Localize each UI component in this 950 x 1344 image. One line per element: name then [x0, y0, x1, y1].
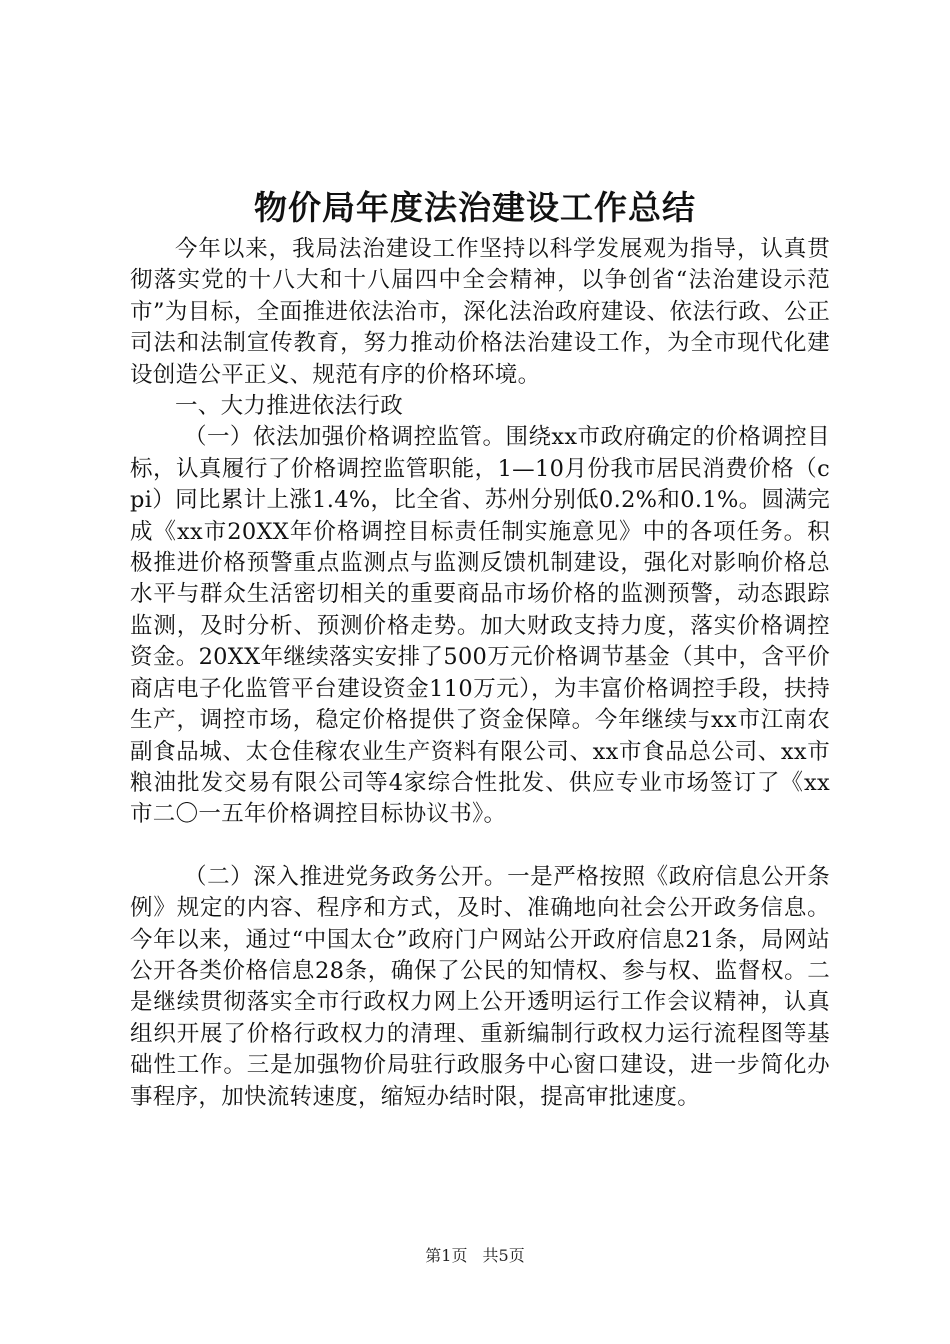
document-title: 物价局年度法治建设工作总结 — [254, 188, 696, 227]
intro-paragraph: 今年以来，我局法治建设工作坚持以科学发展观为指导，认真贯彻落实党的十八大和十八届四中全会精神，以争创省“法治建设示范市”为目标，全面推进依法治市，深化法治政府建设、依法行政、公正司法和法制宣传教育，努力推动价格法治建设工作，为全市现代化建设创造公平正义、规范有序的价格环境。 — [130, 236, 830, 388]
page-number: 第1页 — [425, 1246, 468, 1265]
section-heading: 一、大力推进依法行政 — [175, 393, 404, 420]
subsection-paragraph-1: （一）依法加强价格调控监管。围绕xx市政府确定的价格调控目标，认真履行了价格调控监管职能，1—10月份我市居民消费价格（cpi）同比累计上涨1.4%，比全省、苏州分别低0.2%和0.1%。圆满完成《xx市20XX年价格调控目标责任制实施意见》中的各项任务。积极推进价格预警重点监测点与监测反馈机制建设，强化对影响价格总水平与群众生活密切相关的重要商品市场价格的监测预警，动态跟踪监测，及时分析、预测价格走势。加大财政支持力度，落实价格调控资金。20XX年继续落实安排了500万元价格调节基金（其中，含平价商店电子化监管平台建设资金110万元），为丰富价格调控手段，扶持生产，调控市场，稳定价格提供了资金保障。今年继续与xx市江南农副食品城、太仓佳稼农业生产资料有限公司、xx市食品总公司、xx市粮油批发交易有限公司等4家综合性批发、供应专业市场签订了《xx市二〇一五年价格调控目标协议书》。 — [130, 424, 830, 828]
page-footer — [0, 1245, 950, 1267]
document-body — [130, 234, 830, 1113]
page-total: 共5页 — [482, 1246, 525, 1265]
subsection-paragraph-2: （二）深入推进党务政务公开。一是严格按照《政府信息公开条例》规定的内容、程序和方式，及时、准确地向社会公开政务信息。今年以来，通过“中国太仓”政府门户网站公开政府信息21条，局网站公开各类价格信息28条，确保了公民的知情权、参与权、监督权。二是继续贯彻落实全市行政权力网上公开透明运行工作会议精神，认真组织开展了价格行政权力的清理、重新编制行政权力运行流程图等基础性工作。三是加强物价局驻行政服务中心窗口建设，进一步简化办事程序，加快流转速度，缩短办结时限，提高审批速度。 — [130, 863, 830, 1110]
